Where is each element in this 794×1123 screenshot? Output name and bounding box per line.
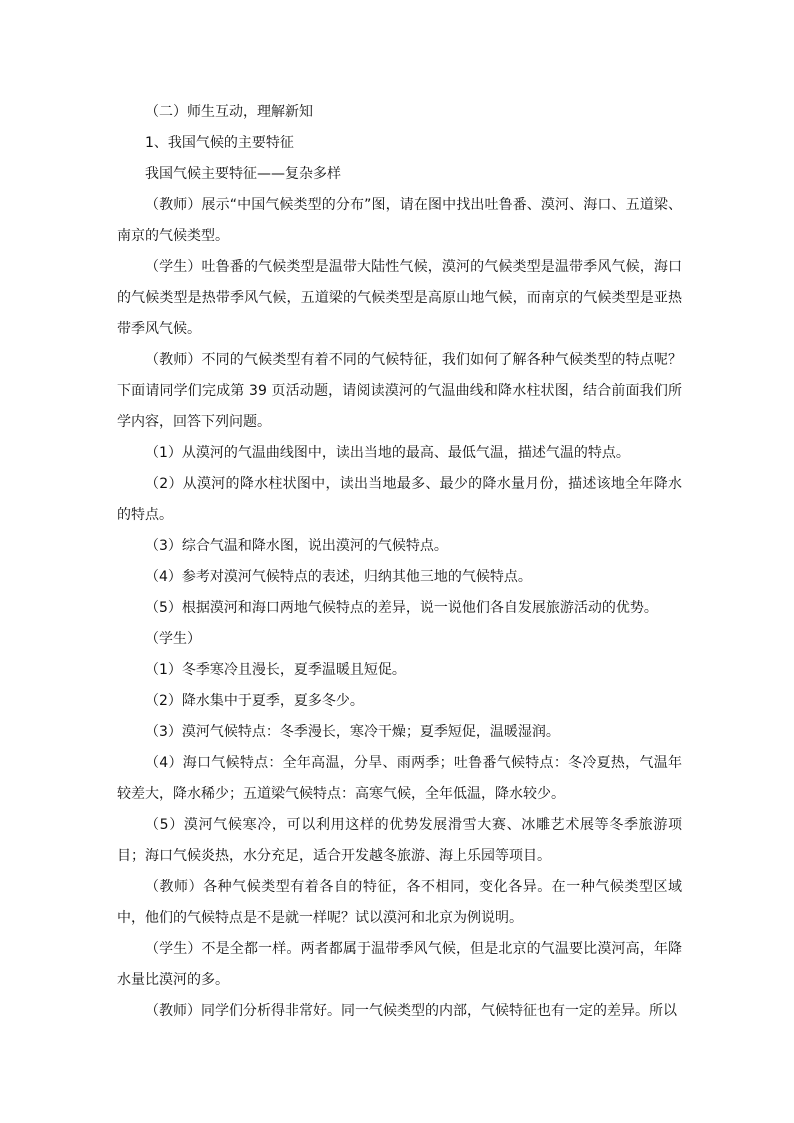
section-heading: （二）师生互动，理解新知 [145,104,313,120]
answer-item: （2）降水集中于夏季，夏多冬少。 [145,693,364,709]
paragraph: （学生）吐鲁番的气候类型是温带大陆性气候，漠河的气候类型是温带季风气候，海口的气候类型是热带季风气候，五道梁的气候类型是高原山地气候，而南京的气候类型是亚热带季风气候。 [117,259,682,337]
paragraph: （学生） [145,631,201,647]
paragraph: （学生）不是全都一样。两者都属于温带季风气候，但是北京的气温要比漠河高，年降水量比漠河的多。 [117,941,682,988]
question-item: （2）从漠河的降水柱状图中，读出当地最多、最少的降水量月份，描述该地全年降水的特点。 [117,476,682,523]
answer-item: （4）海口气候特点：全年高温，分旱、雨两季；吐鲁番气候特点：冬冷夏热，气温年较差大，降水稀少；五道梁气候特点：高寒气候，全年低温，降水较少。 [117,755,682,802]
paragraph: （教师）同学们分析得非常好。同一气候类型的内部，气候特征也有一定的差异。所以 [145,1003,677,1019]
paragraph: （教师）展示“中国气候类型的分布”图，请在图中找出吐鲁番、漠河、海口、五道梁、南京的气候类型。 [117,197,682,244]
question-item: （1）从漠河的气温曲线图中，读出当地的最高、最低气温，描述气温的特点。 [145,445,630,461]
document-body [117,97,682,1027]
paragraph: （教师）各种气候类型有着各自的特征，各不相同，变化各异。在一种气候类型区域中，他们的气候特点是不是就一样呢？试以漠河和北京为例说明。 [117,879,682,926]
subsection-heading: 1、我国气候的主要特征 [145,135,294,151]
question-item: （3）综合气温和降水图，说出漠河的气候特点。 [145,538,448,554]
paragraph: （教师）不同的气候类型有着不同的气候特征，我们如何了解各种气候类型的特点呢？下面请同学们完成第 39 页活动题，请阅读漠河的气温曲线和降水柱状图，结合前面我们所学内容，回答下列问题。 [117,352,682,430]
answer-item: （3）漠河气候特点：冬季漫长，寒冷干燥；夏季短促，温暖湿润。 [145,724,560,740]
answer-item: （1）冬季寒冷且漫长，夏季温暖且短促。 [145,662,406,678]
question-item: （5）根据漠河和海口两地气候特点的差异，说一说他们各自发展旅游活动的优势。 [145,600,658,616]
paragraph: 我国气候主要特征——复杂多样 [145,166,341,182]
answer-item: （5）漠河气候寒冷，可以利用这样的优势发展滑雪大赛、冰雕艺术展等冬季旅游项目；海口气候炎热，水分充足，适合开发越冬旅游、海上乐园等项目。 [117,817,682,864]
question-item: （4）参考对漠河气候特点的表述，归纳其他三地的气候特点。 [145,569,532,585]
